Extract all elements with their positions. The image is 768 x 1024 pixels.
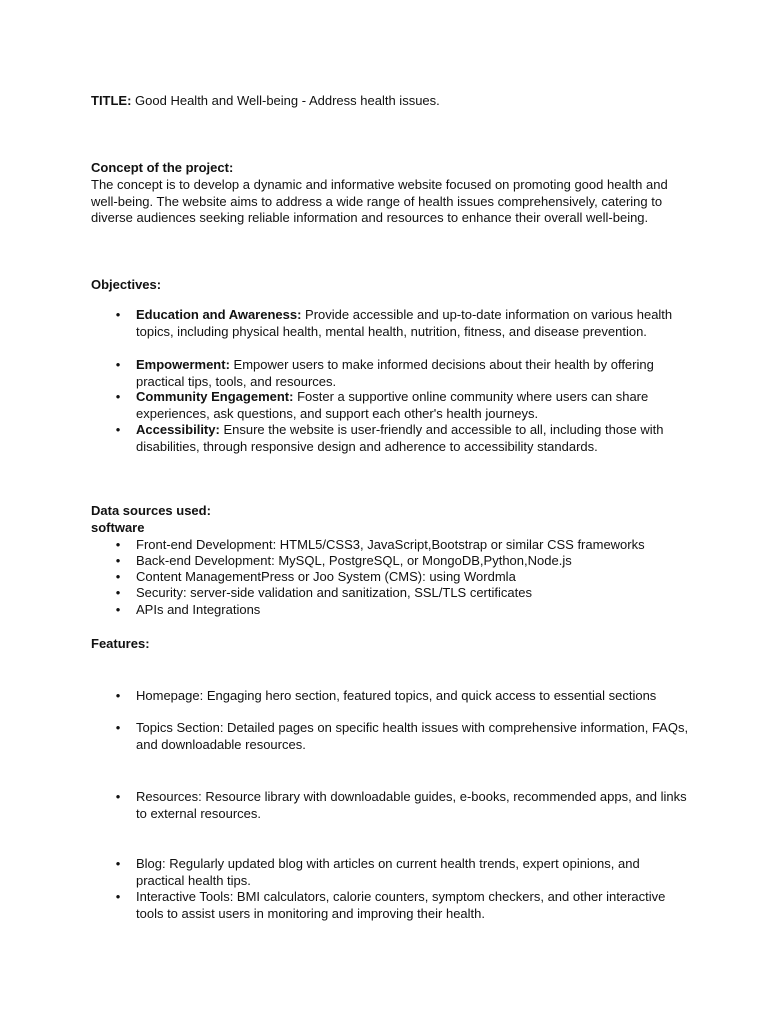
objective-text: Empower users to make informed decisions about their health by offering practical tips, tools, and resources. [136, 357, 654, 389]
bullet-icon: • [115, 688, 121, 703]
objectives-heading: Objectives: [91, 277, 162, 292]
feature-text: Resources: Resource library with downloadable guides, e-books, recommended apps, and links to external resources. [136, 789, 687, 821]
bullet-icon: • [115, 422, 121, 437]
bullet-icon: • [115, 357, 121, 372]
objective-label: Education and Awareness: [136, 307, 302, 322]
feature-text: Topics Section: Detailed pages on specific health issues with comprehensive information, FAQs, and downloadable resources. [136, 720, 689, 752]
feature-text: Interactive Tools: BMI calculators, calorie counters, symptom checkers, and other interactive tools to assist users in monitoring and improving their health. [136, 889, 666, 921]
concept-body: The concept is to develop a dynamic and informative website focused on promoting good health and well-being. The website aims to address a wide range of health issues comprehensively, catering to diverse audiences seeking reliable information and resources to enhance their overall well-being. [91, 177, 668, 225]
feature-text: Homepage: Engaging hero section, featured topics, and quick access to essential sections [136, 688, 657, 703]
bullet-icon: • [115, 789, 121, 804]
bullet-icon: • [115, 389, 121, 404]
bullet-icon: • [115, 602, 121, 617]
title-text: Good Health and Well-being - Address health issues. [131, 93, 440, 108]
data-source-item [91, 537, 691, 554]
data-sources-subheading: software [91, 520, 145, 535]
concept-heading: Concept of the project: [91, 160, 234, 175]
document-title [91, 93, 691, 110]
bullet-icon: • [115, 585, 121, 600]
objective-text: Foster a supportive online community where users can share experiences, ask questions, and support each other's health journeys. [136, 389, 649, 421]
data-source-text: Back-end Development: MySQL, PostgreSQL, or MongoDB,Python,Node.js [136, 553, 572, 568]
bullet-icon: • [115, 720, 121, 735]
data-source-item [91, 585, 691, 602]
objective-label: Community Engagement: [136, 389, 294, 404]
bullet-icon: • [115, 537, 121, 552]
objective-item [91, 307, 691, 340]
bullet-icon: • [115, 856, 121, 871]
objective-label: Empowerment: [136, 357, 230, 372]
feature-item [91, 789, 691, 822]
data-source-item [91, 602, 691, 619]
feature-item [91, 889, 691, 922]
data-source-text: Content ManagementPress or Joo System (CMS): using Wordmla [136, 569, 516, 584]
feature-item [91, 856, 691, 889]
data-source-item [91, 569, 691, 586]
bullet-icon: • [115, 553, 121, 568]
title-label: TITLE: [91, 93, 132, 108]
objective-label: Accessibility: [136, 422, 220, 437]
objective-text: Ensure the website is user-friendly and accessible to all, including those with disabilities, through responsive design and adherence to accessibility standards. [136, 422, 664, 454]
bullet-icon: • [115, 307, 121, 322]
objective-item [91, 422, 691, 455]
features-heading: Features: [91, 636, 150, 651]
bullet-icon: • [115, 889, 121, 904]
data-source-item [91, 553, 691, 570]
data-sources-heading: Data sources used: [91, 503, 211, 518]
bullet-icon: • [115, 569, 121, 584]
objective-item [91, 389, 691, 422]
data-source-text: APIs and Integrations [136, 602, 261, 617]
data-source-text: Security: server-side validation and sanitization, SSL/TLS certificates [136, 585, 532, 600]
objective-item [91, 357, 691, 390]
data-source-text: Front-end Development: HTML5/CSS3, JavaScript,Bootstrap or similar CSS frameworks [136, 537, 645, 552]
objective-text: Provide accessible and up-to-date information on various health topics, including physical health, mental health, nutrition, fitness, and disease prevention. [136, 307, 673, 339]
feature-text: Blog: Regularly updated blog with articles on current health trends, expert opinions, and practical health tips. [136, 856, 640, 888]
feature-item [91, 688, 691, 705]
feature-item [91, 720, 691, 753]
